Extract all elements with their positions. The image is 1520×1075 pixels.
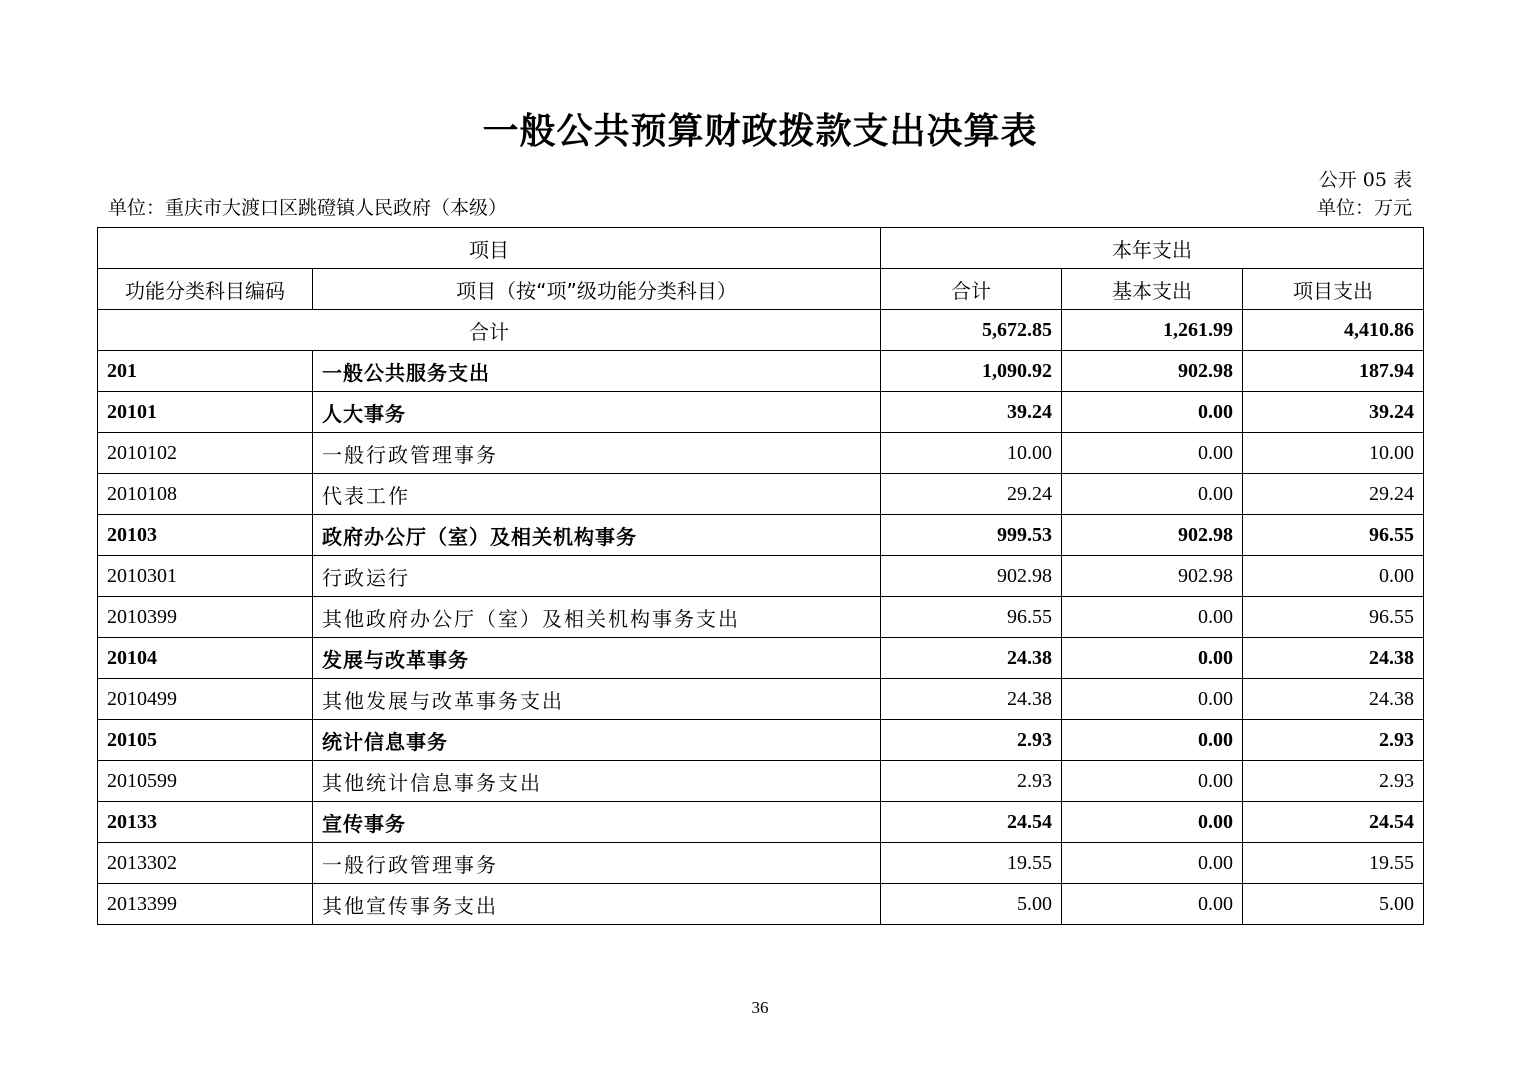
row-code: 2010599 bbox=[98, 761, 313, 802]
row-project: 2.93 bbox=[1243, 761, 1424, 802]
row-total: 902.98 bbox=[881, 556, 1062, 597]
header-name: 项目（按“项”级功能分类科目） bbox=[313, 269, 881, 310]
row-total: 29.24 bbox=[881, 474, 1062, 515]
row-code: 2013302 bbox=[98, 843, 313, 884]
row-project: 10.00 bbox=[1243, 433, 1424, 474]
row-project: 39.24 bbox=[1243, 392, 1424, 433]
row-basic: 0.00 bbox=[1062, 843, 1243, 884]
table-row bbox=[98, 843, 1424, 884]
row-project: 2.93 bbox=[1243, 720, 1424, 761]
table-row bbox=[98, 884, 1424, 925]
row-name: 其他政府办公厅（室）及相关机构事务支出 bbox=[313, 597, 881, 638]
row-name: 政府办公厅（室）及相关机构事务 bbox=[313, 515, 881, 556]
row-basic: 902.98 bbox=[1062, 556, 1243, 597]
row-code: 2013399 bbox=[98, 884, 313, 925]
row-total: 24.54 bbox=[881, 802, 1062, 843]
total-sum: 5,672.85 bbox=[881, 310, 1062, 351]
page-title: 一般公共预算财政拨款支出决算表 bbox=[482, 111, 1038, 152]
row-total: 2.93 bbox=[881, 720, 1062, 761]
row-name: 其他发展与改革事务支出 bbox=[313, 679, 881, 720]
row-total: 24.38 bbox=[881, 679, 1062, 720]
row-name: 行政运行 bbox=[313, 556, 881, 597]
row-project: 5.00 bbox=[1243, 884, 1424, 925]
table-row bbox=[98, 720, 1424, 761]
row-total: 96.55 bbox=[881, 597, 1062, 638]
row-basic: 0.00 bbox=[1062, 433, 1243, 474]
page-number: 36 bbox=[751, 998, 769, 1017]
row-basic: 0.00 bbox=[1062, 802, 1243, 843]
table-row bbox=[98, 761, 1424, 802]
row-basic: 0.00 bbox=[1062, 761, 1243, 802]
header-current-year: 本年支出 bbox=[881, 228, 1424, 269]
table-row bbox=[98, 433, 1424, 474]
unit-currency: 单位：万元 bbox=[1316, 197, 1412, 219]
row-project: 24.38 bbox=[1243, 638, 1424, 679]
row-name: 一般行政管理事务 bbox=[313, 843, 881, 884]
row-project: 19.55 bbox=[1243, 843, 1424, 884]
header-row-columns bbox=[98, 269, 1424, 310]
table-row bbox=[98, 638, 1424, 679]
row-project: 24.38 bbox=[1243, 679, 1424, 720]
row-total: 5.00 bbox=[881, 884, 1062, 925]
header-code: 功能分类科目编码 bbox=[98, 269, 313, 310]
row-total: 1,090.92 bbox=[881, 351, 1062, 392]
row-name: 统计信息事务 bbox=[313, 720, 881, 761]
row-basic: 0.00 bbox=[1062, 474, 1243, 515]
row-project: 0.00 bbox=[1243, 556, 1424, 597]
row-name: 人大事务 bbox=[313, 392, 881, 433]
row-name: 代表工作 bbox=[313, 474, 881, 515]
table-row bbox=[98, 679, 1424, 720]
table-row bbox=[98, 392, 1424, 433]
total-row bbox=[98, 310, 1424, 351]
row-code: 20105 bbox=[98, 720, 313, 761]
row-code: 20101 bbox=[98, 392, 313, 433]
table-row bbox=[98, 351, 1424, 392]
total-label: 合计 bbox=[98, 310, 881, 351]
row-name: 宣传事务 bbox=[313, 802, 881, 843]
header-row-top bbox=[98, 228, 1424, 269]
row-project: 24.54 bbox=[1243, 802, 1424, 843]
row-name: 其他宣传事务支出 bbox=[313, 884, 881, 925]
row-total: 10.00 bbox=[881, 433, 1062, 474]
row-basic: 902.98 bbox=[1062, 351, 1243, 392]
row-basic: 0.00 bbox=[1062, 392, 1243, 433]
total-project: 4,410.86 bbox=[1243, 310, 1424, 351]
row-name: 发展与改革事务 bbox=[313, 638, 881, 679]
row-basic: 0.00 bbox=[1062, 638, 1243, 679]
row-project: 29.24 bbox=[1243, 474, 1424, 515]
header-project: 项目支出 bbox=[1243, 269, 1424, 310]
table-row bbox=[98, 515, 1424, 556]
row-total: 19.55 bbox=[881, 843, 1062, 884]
row-project: 187.94 bbox=[1243, 351, 1424, 392]
row-project: 96.55 bbox=[1243, 515, 1424, 556]
header-total: 合计 bbox=[881, 269, 1062, 310]
row-basic: 0.00 bbox=[1062, 720, 1243, 761]
row-name: 一般公共服务支出 bbox=[313, 351, 881, 392]
row-total: 999.53 bbox=[881, 515, 1062, 556]
row-code: 20103 bbox=[98, 515, 313, 556]
unit-organization: 单位：重庆市大渡口区跳磴镇人民政府（本级） bbox=[108, 197, 508, 219]
row-basic: 0.00 bbox=[1062, 884, 1243, 925]
table-row bbox=[98, 474, 1424, 515]
row-code: 201 bbox=[98, 351, 313, 392]
row-code: 2010301 bbox=[98, 556, 313, 597]
header-item: 项目 bbox=[98, 228, 881, 269]
total-basic: 1,261.99 bbox=[1062, 310, 1243, 351]
row-code: 2010399 bbox=[98, 597, 313, 638]
row-code: 2010102 bbox=[98, 433, 313, 474]
row-total: 2.93 bbox=[881, 761, 1062, 802]
row-name: 其他统计信息事务支出 bbox=[313, 761, 881, 802]
row-total: 24.38 bbox=[881, 638, 1062, 679]
row-code: 20133 bbox=[98, 802, 313, 843]
table-row bbox=[98, 802, 1424, 843]
row-code: 20104 bbox=[98, 638, 313, 679]
row-code: 2010499 bbox=[98, 679, 313, 720]
table-row bbox=[98, 556, 1424, 597]
row-basic: 0.00 bbox=[1062, 597, 1243, 638]
row-name: 一般行政管理事务 bbox=[313, 433, 881, 474]
row-basic: 0.00 bbox=[1062, 679, 1243, 720]
row-basic: 902.98 bbox=[1062, 515, 1243, 556]
row-code: 2010108 bbox=[98, 474, 313, 515]
table-row bbox=[98, 597, 1424, 638]
expenditure-table bbox=[97, 227, 1424, 925]
table-number: 公开 05 表 bbox=[1318, 169, 1412, 191]
row-total: 39.24 bbox=[881, 392, 1062, 433]
header-basic: 基本支出 bbox=[1062, 269, 1243, 310]
row-project: 96.55 bbox=[1243, 597, 1424, 638]
